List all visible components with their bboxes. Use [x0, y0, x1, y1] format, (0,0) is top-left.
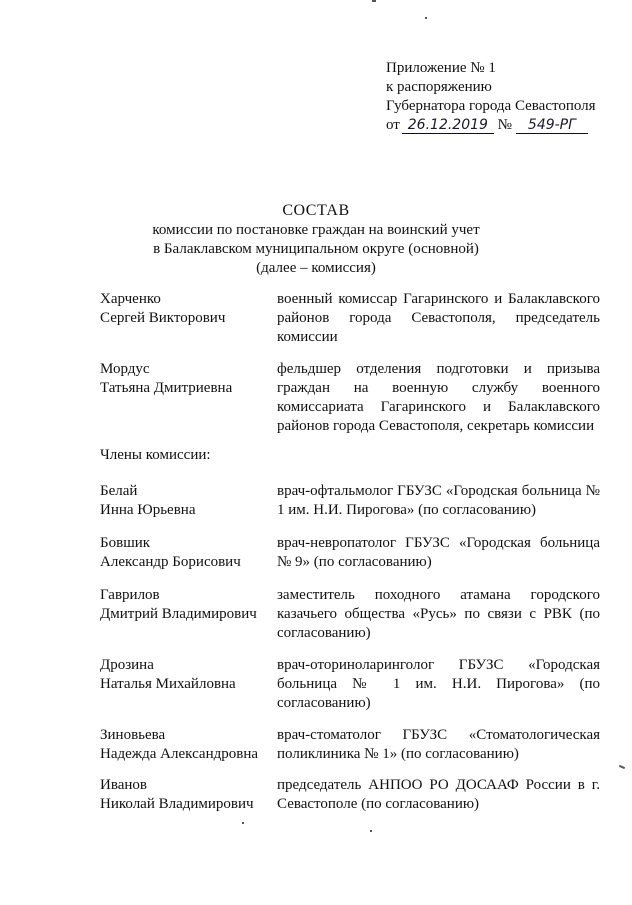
member-surname: Харченко	[100, 291, 161, 307]
handwritten-number: 549-РГ	[516, 117, 588, 134]
number-label: №	[497, 117, 512, 133]
member-role: врач-офтальмолог ГБУЗС «Городская больница № 1 им. Н.И. Пирогова» (по согласованию)	[277, 483, 600, 518]
member-role: врач-стоматолог ГБУЗС «Стоматологическая поликлиника № 1» (по согласованию)	[277, 727, 600, 762]
member-given-name: Инна Юрьевна	[100, 502, 196, 518]
member-name	[100, 776, 270, 814]
member-surname: Белай	[100, 483, 138, 499]
member-name	[100, 360, 270, 398]
document-title	[0, 201, 632, 278]
scan-speck	[619, 765, 625, 769]
scan-speck	[242, 822, 244, 824]
member-role: военный комиссар Гагаринского и Балаклавского районов города Севастополя, председатель комиссии	[277, 291, 600, 345]
scan-speck	[425, 17, 427, 19]
member-name	[100, 586, 270, 624]
member-role: председатель АНПОО РО ДОСААФ России в г. Севастополе (по согласованию)	[277, 777, 600, 812]
title-line-3: (далее – комиссия)	[256, 260, 376, 276]
appendix-issuer: Губернатора города Севастополя	[386, 98, 596, 114]
member-surname: Зиновьева	[100, 727, 166, 743]
member-given-name: Татьяна Дмитриевна	[100, 380, 233, 396]
member-surname: Бовшик	[100, 535, 151, 551]
title-line-1: комиссии по постановке граждан на воинский учет	[152, 222, 480, 238]
member-given-name: Николай Владимирович	[100, 796, 254, 812]
title-line-2: в Балаклавском муниципальном округе (основной)	[153, 241, 479, 257]
member-surname: Иванов	[100, 777, 147, 793]
member-name	[100, 290, 270, 328]
handwritten-date: 26.12.2019	[402, 117, 494, 134]
member-given-name: Дмитрий Владимирович	[100, 606, 257, 622]
member-given-name: Сергей Викторович	[100, 310, 226, 326]
scan-speck	[372, 0, 376, 2]
member-given-name: Александр Борисович	[100, 554, 241, 570]
member-surname: Дрозина	[100, 657, 154, 673]
member-role: врач-оториноларинголог ГБУЗС «Городская больница № 1 им. Н.И. Пирогова» (по согласованию)	[277, 657, 600, 711]
member-role: фельдшер отделения подготовки и призыва граждан на военную службу военного комиссариата Гагаринского и Балаклавского районов города Севастополя, секретарь комиссии	[277, 361, 600, 434]
member-surname: Мордус	[100, 361, 150, 377]
member-role: заместитель походного атамана городского казачьего общества «Русь» по связи с РВК (по согласованию)	[277, 587, 600, 641]
member-name	[100, 656, 270, 694]
member-name	[100, 534, 270, 572]
member-given-name: Наталья Михайловна	[100, 676, 236, 692]
member-name	[100, 482, 270, 520]
member-given-name: Надежда Александровна	[100, 746, 258, 762]
appendix-number: Приложение № 1	[386, 60, 496, 76]
members-label: Члены комиссии:	[100, 447, 211, 463]
appendix-header	[386, 59, 596, 135]
member-role: врач-невропатолог ГБУЗС «Городская больница № 9» (по согласованию)	[277, 535, 600, 570]
from-label: от	[386, 117, 400, 133]
title-heading: СОСТАВ	[282, 202, 350, 219]
appendix-date-number-line	[386, 116, 596, 135]
appendix-order-type: к распоряжению	[386, 79, 492, 95]
scan-speck	[370, 830, 372, 832]
member-surname: Гаврилов	[100, 587, 160, 603]
member-name	[100, 726, 270, 764]
